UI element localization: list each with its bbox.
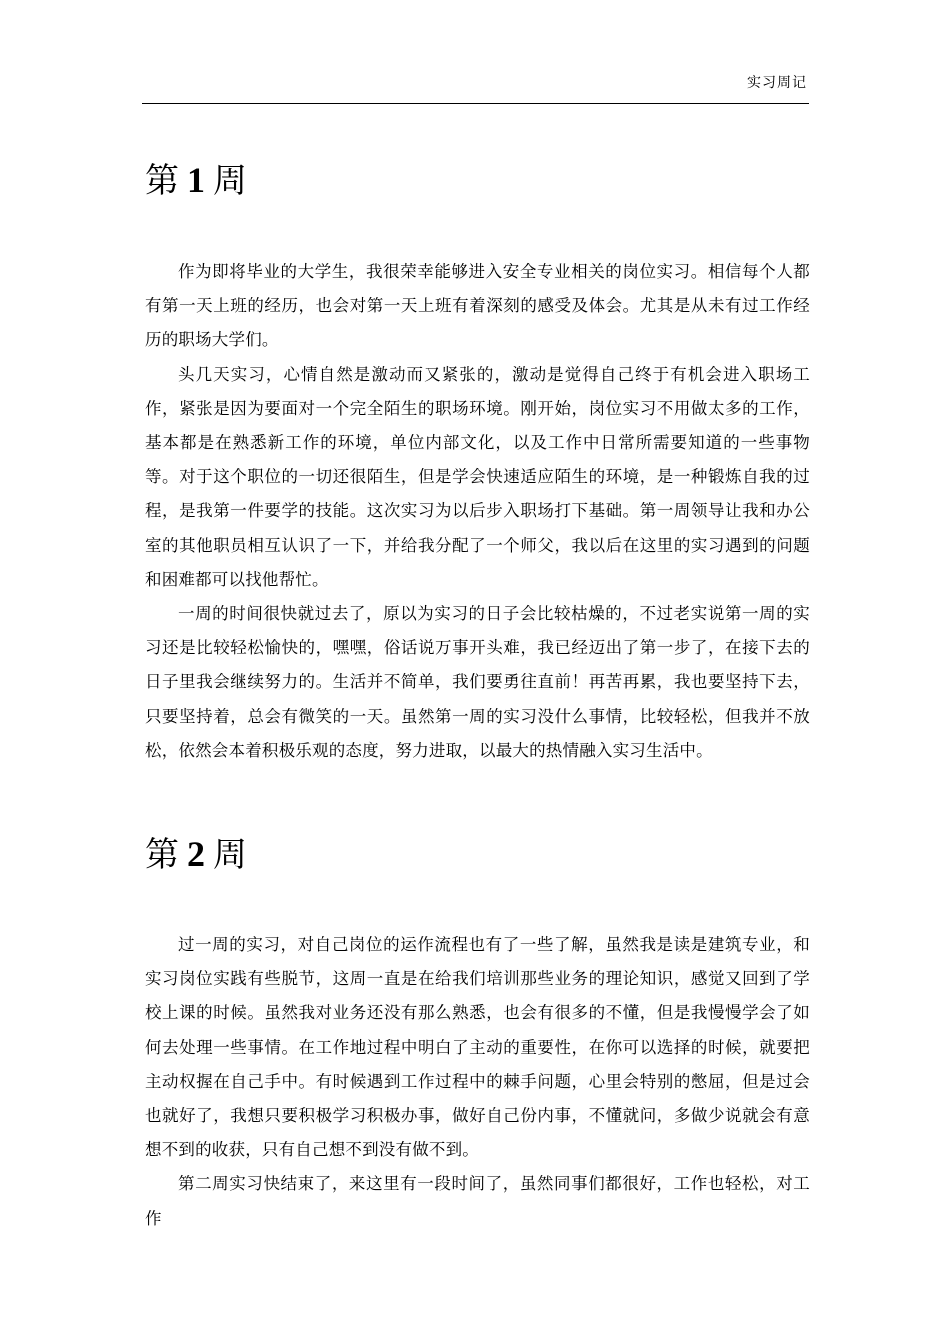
paragraph: 头几天实习，心情自然是激动而又紧张的，激动是觉得自己终于有机会进入职场工作，紧张是因为要面对一个完全陌生的职场环境。刚开始，岗位实习不用做太多的工作，基本都是在熟悉新工作的环境，单位内部文化，以及工作中日常所需要知道的一些事物等。对于这个职位的一切还很陌生，但是学会快速适应陌生的环境，是一种锻炼自我的过程，是我第一件要学的技能。这次实习为以后步入职场打下基础。第一周领导让我和办公室的其他职员相互认识了一下，并给我分配了一个师父，我以后在这里的实习遇到的问题和困难都可以找他帮忙。 xyxy=(145,364,810,589)
paragraph: 作为即将毕业的大学生，我很荣幸能够进入安全专业相关的岗位实习。相信每个人都有第一天上班的经历，也会对第一天上班有着深刻的感受及体会。尤其是从未有过工作经历的职场大学们。 xyxy=(145,262,810,350)
week-number: 1 xyxy=(187,160,207,200)
paragraph: 第二周实习快结束了，来这里有一段时间了，虽然同事们都很好，工作也轻松，对工作 xyxy=(145,1174,810,1228)
running-header: 实习周记 xyxy=(747,75,807,91)
paragraph: 过一周的实习，对自己岗位的运作流程也有了一些了解，虽然我是读是建筑专业，和实习岗位实践有些脱节，这周一直是在给我们培训那些业务的理论知识，感觉又回到了学校上课的时候。虽然我对业务还没有那么熟悉，也会有很多的不懂，但是我慢慢学会了如何去处理一些事情。在工作地过程中明白了主动的重要性，在你可以选择的时候，就要把主动权握在自己手中。有时候遇到工作过程中的棘手问题，心里会特别的憋屈，但是过会也就好了，我想只要积极学习积极办事，做好自己份内事，不懂就问，多做少说就会有意想不到的收获，只有自己想不到没有做不到。 xyxy=(145,935,810,1160)
week-heading-prefix: 第 xyxy=(145,161,181,201)
paragraph: 一周的时间很快就过去了，原以为实习的日子会比较枯燥的，不过老实说第一周的实习还是比较轻松愉快的，嘿嘿，俗话说万事开头难，我已经迈出了第一步了，在接下去的日子里我会继续努力的。生活并不简单，我们要勇往直前！再苦再累，我也要坚持下去，只要坚持着，总会有微笑的一天。虽然第一周的实习没什么事情，比较轻松，但我并不放松，依然会本着积极乐观的态度，努力进取，以最大的热情融入实习生活中。 xyxy=(145,604,810,760)
week-heading-prefix: 第 xyxy=(145,835,181,875)
week-1-heading xyxy=(145,160,249,201)
week-1-body xyxy=(145,255,810,768)
week-number: 2 xyxy=(187,834,207,874)
week-2-heading xyxy=(145,834,249,875)
week-2-body xyxy=(145,928,810,1236)
week-heading-suffix: 周 xyxy=(213,835,249,875)
week-heading-suffix: 周 xyxy=(213,161,249,201)
header-divider xyxy=(142,103,809,104)
